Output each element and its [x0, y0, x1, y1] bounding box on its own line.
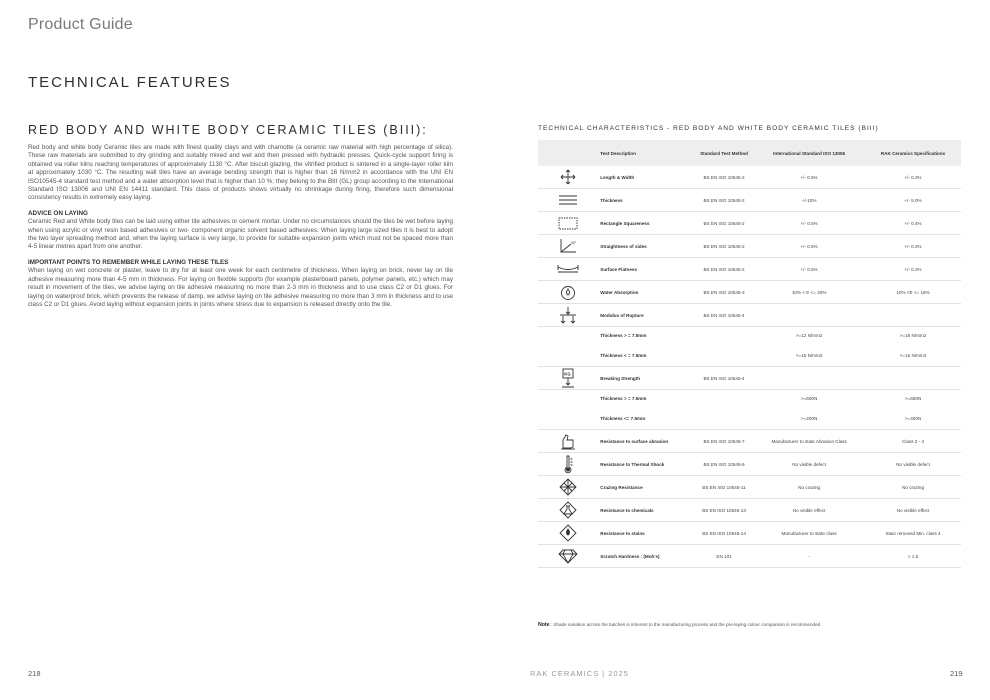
rupture-arrows-icon [538, 304, 598, 327]
header-test-description: Test Description [598, 140, 695, 166]
row-description: Water Absorption [598, 281, 695, 304]
header-standard-test-method: Standard Test Method [695, 140, 753, 166]
row-rak-value: > 1.6 [865, 545, 961, 568]
row-description: Breaking Strength [598, 367, 695, 390]
kg-weight-icon [538, 367, 598, 390]
table-row [538, 430, 961, 453]
row-standard: BS EN ISO 10545-7 [695, 430, 753, 453]
table-row [538, 499, 961, 522]
subsection-title: RED BODY AND WHITE BODY CERAMIC TILES (BIII): [28, 123, 428, 137]
row-iso-value: Manufacturer to state class [753, 522, 865, 545]
row-description: Resistance to surface abrasion [598, 430, 695, 453]
row-description: Resistance to stains [598, 522, 695, 545]
row-iso-value: 10% < E <= 20% [753, 281, 865, 304]
row-iso-value: - [753, 545, 865, 568]
surface-flatness-icon [538, 258, 598, 281]
dashed-square-icon [538, 212, 598, 235]
advice-heading: ADVICE ON LAYING [28, 209, 88, 217]
page-number-right: 219 [950, 669, 963, 678]
row-rak-value: >=400N [865, 407, 961, 430]
row-description: Rectangle Squareness [598, 212, 695, 235]
row-description: Resistance to chemicals [598, 499, 695, 522]
abrasion-hand-icon [538, 430, 598, 453]
table-row [538, 304, 961, 327]
row-rak-value: 10% <E <= 18% [865, 281, 961, 304]
table-subrow [538, 327, 961, 345]
intro-paragraph: Red body and white body Ceramic tiles are made with finest quality clays and with chamotte (a ceramic raw material with high percentage of silica). These raw materials are submitted to dry grinding and suitably mixed and wet and then pressed with hydraulic presses. Quick-cycle support firing is obtained via roller kilns reaching temperatures of approximately 1130 °C. After biscuit glazing, the vitrified product is sintered in a single-layer roller kiln at approximately 1030 °C. The resulting wall tiles have an average bending strength that is higher than 16 N/mm2 in accordance with the UNI EN ISO10545-4 standard test method and a water absorption level that is higher than 10 %; they belong to the BIII (GL) group according to the International Standard ISO 13006 and UNI EN 14411 standard. This class of products shows virtually no shrinkage during firing, therefore such dimensional consistency results in extremely easy laying. [28, 144, 453, 202]
row-description: Crazing Resistance [598, 476, 695, 499]
row-standard: BS EN ISO 10545-14 [695, 522, 753, 545]
diamond-icon [538, 545, 598, 568]
row-description: Length & Width [598, 166, 695, 189]
row-rak-value: +/- 0.3% [865, 235, 961, 258]
row-standard: BS EN ISO 10545-2 [695, 189, 753, 212]
thickness-lines-icon [538, 189, 598, 212]
row-iso-value [753, 304, 865, 327]
row-iso-value: +/- 0.5% [753, 166, 865, 189]
row-iso-value: +/- 0.5% [753, 212, 865, 235]
row-rak-value: No visible effect [865, 499, 961, 522]
table-subrow [538, 390, 961, 408]
row-standard: BS EN ISO 10545-9 [695, 453, 753, 476]
row-standard: BS EN ISO 10545-13 [695, 499, 753, 522]
row-description: Thickness > = 7.5mm [600, 333, 647, 338]
page-header-title: Product Guide [28, 16, 133, 33]
table-row [538, 545, 961, 568]
row-description: Scratch Hardness : (Moh's) [598, 545, 695, 568]
header-icon-cell [538, 140, 598, 166]
row-iso-value: >=12 N/mm2 [795, 333, 823, 338]
page-number-left: 218 [28, 669, 41, 678]
important-heading: IMPORTANT POINTS TO REMEMBER WHILE LAYING THESE TILES [28, 258, 229, 266]
table-note [538, 622, 820, 628]
row-description: Straightness of sides [598, 235, 695, 258]
row-iso-value: No visible defect [753, 453, 865, 476]
row-rak-value: +/- 5.0% [865, 189, 961, 212]
row-standard [695, 390, 753, 408]
row-standard: BS EN ISO 10545-11 [695, 476, 753, 499]
row-iso-value: Manufacturer to state Abrasion Class [753, 430, 865, 453]
row-rak-value: Class 2 - 4 [865, 430, 961, 453]
svg-text:90°: 90° [571, 241, 577, 245]
row-standard: EN 101 [695, 545, 753, 568]
row-standard: BS EN ISO 10545-2 [695, 235, 753, 258]
row-standard: BS EN ISO 10545-4 [695, 367, 753, 390]
table-row [538, 522, 961, 545]
table-row [538, 212, 961, 235]
row-standard: BS EN ISO 10545-2 [695, 166, 753, 189]
row-standard: BS EN ISO 10545-4 [695, 304, 753, 327]
table-row [538, 367, 961, 390]
row-rak-value: No crazing [865, 476, 961, 499]
table-row [538, 189, 961, 212]
table-row [538, 453, 961, 476]
row-iso-value: +/-10% [753, 189, 865, 212]
row-description: Thickness < = 7.5mm [598, 344, 695, 367]
row-description: Surface Flatness [598, 258, 695, 281]
header-international-standard: International Standard ISO 13006 [753, 140, 865, 166]
row-rak-value: >=16 N/mm2 [865, 344, 961, 367]
row-iso-value [753, 367, 865, 390]
row-iso-value: >=15 N/mm2 [753, 344, 865, 367]
row-rak-value: No visible defect [865, 453, 961, 476]
note-label: Note [538, 622, 550, 628]
row-rak-value: >=650N [904, 396, 922, 401]
table-subrow [538, 344, 961, 367]
row-iso-value: No crazing [753, 476, 865, 499]
row-standard [695, 344, 753, 367]
row-description: Thickness [598, 189, 695, 212]
right-angle-icon [538, 235, 598, 258]
row-description: Thickness <= 7.5mm [598, 407, 695, 430]
table-row [538, 235, 961, 258]
table-row [538, 166, 961, 189]
row-iso-value: >=200N [753, 407, 865, 430]
table-row [538, 476, 961, 499]
section-title: TECHNICAL FEATURES [28, 74, 232, 91]
technical-characteristics-table [538, 140, 961, 568]
table-row [538, 281, 961, 304]
table-subrow [538, 407, 961, 430]
row-rak-value: Stain removed Min. class 4 [865, 522, 961, 545]
table-header-row [538, 140, 961, 166]
row-rak-value [865, 367, 961, 390]
row-standard: BS EN ISO 10545-3 [695, 281, 753, 304]
body-text-column [28, 144, 453, 316]
row-standard [695, 407, 753, 430]
row-description: Modulus of Rupture [598, 304, 695, 327]
note-text: : Shade variation across the batches is inherent to the manufacturing process and the pre-laying colour comparison is recommended [550, 622, 821, 627]
thermometer-icon [538, 453, 598, 476]
row-description: Resistance to Thermal Shock [598, 453, 695, 476]
svg-text:KG: KG [564, 371, 571, 377]
water-drop-icon [538, 281, 598, 304]
crazing-icon [538, 476, 598, 499]
row-iso-value: +/- 0.5% [753, 235, 865, 258]
row-rak-value: +/- 0.4% [865, 212, 961, 235]
arrows-cross-icon [538, 166, 598, 189]
row-rak-value [865, 304, 961, 327]
header-rak-specifications: RAK Ceramics Specifications [865, 140, 961, 166]
row-rak-value: >=16 N/mm2 [899, 333, 927, 338]
row-iso-value: >=600N [800, 396, 818, 401]
row-rak-value: +/- 0.3% [865, 258, 961, 281]
row-standard: BS EN ISO 10545-2 [695, 212, 753, 235]
row-description: Thickness > = 7.5mm [600, 396, 647, 401]
footer-brand: RAK CERAMICS | 2025 [530, 669, 629, 678]
table-title: TECHNICAL CHARACTERISTICS - RED BODY AND WHITE BODY CERAMIC TILES (BIII) [538, 125, 879, 132]
chemicals-icon [538, 499, 598, 522]
row-standard [695, 327, 753, 345]
important-paragraph: When laying on wet concrete or plaster, leave to dry for at least one week for each centimetre of thickness. When laying on brick, never lay on tile adhesive measuring more than 4-5 mm in thickness. For laying on flexible supports (for example plasterboard panels, polymer panels, etc.) which may result in movement of the tiles, we advise laying on tile adhesive measuring no more than 2-3 mm in thickness and to use class C2 or D1 glues. For laying on waterproof brick, which prevents the release of damp, we advise laying on tile adhesive measuring no more than 3 mm in thickness and to use class C2 or D1 glues. Avoid laying without expansion joints in joints where stress due to expansion is released directly onto the tile. [28, 267, 453, 308]
row-rak-value: +/- 0.3% [865, 166, 961, 189]
row-iso-value: No visible effect [753, 499, 865, 522]
advice-paragraph: Ceramic Red and White body tiles can be laid using either tile adhesives or cement mortar. Under no circumstances should the tiles be wet before laying when using acrylic or vinyl resin based adhesives or two- component organic solvent based adhesives. When laying large sized tiles it is best to adopt the two layer spreading method and, when the laying surface is very large, to provide for suitable expansion joints which must not be spaced more than 4-5 linear metres apart from one another. [28, 218, 453, 251]
row-iso-value: +/- 0.5% [753, 258, 865, 281]
stain-drops-icon [538, 522, 598, 545]
row-standard: BS EN ISO 10545-2 [695, 258, 753, 281]
table-row [538, 258, 961, 281]
